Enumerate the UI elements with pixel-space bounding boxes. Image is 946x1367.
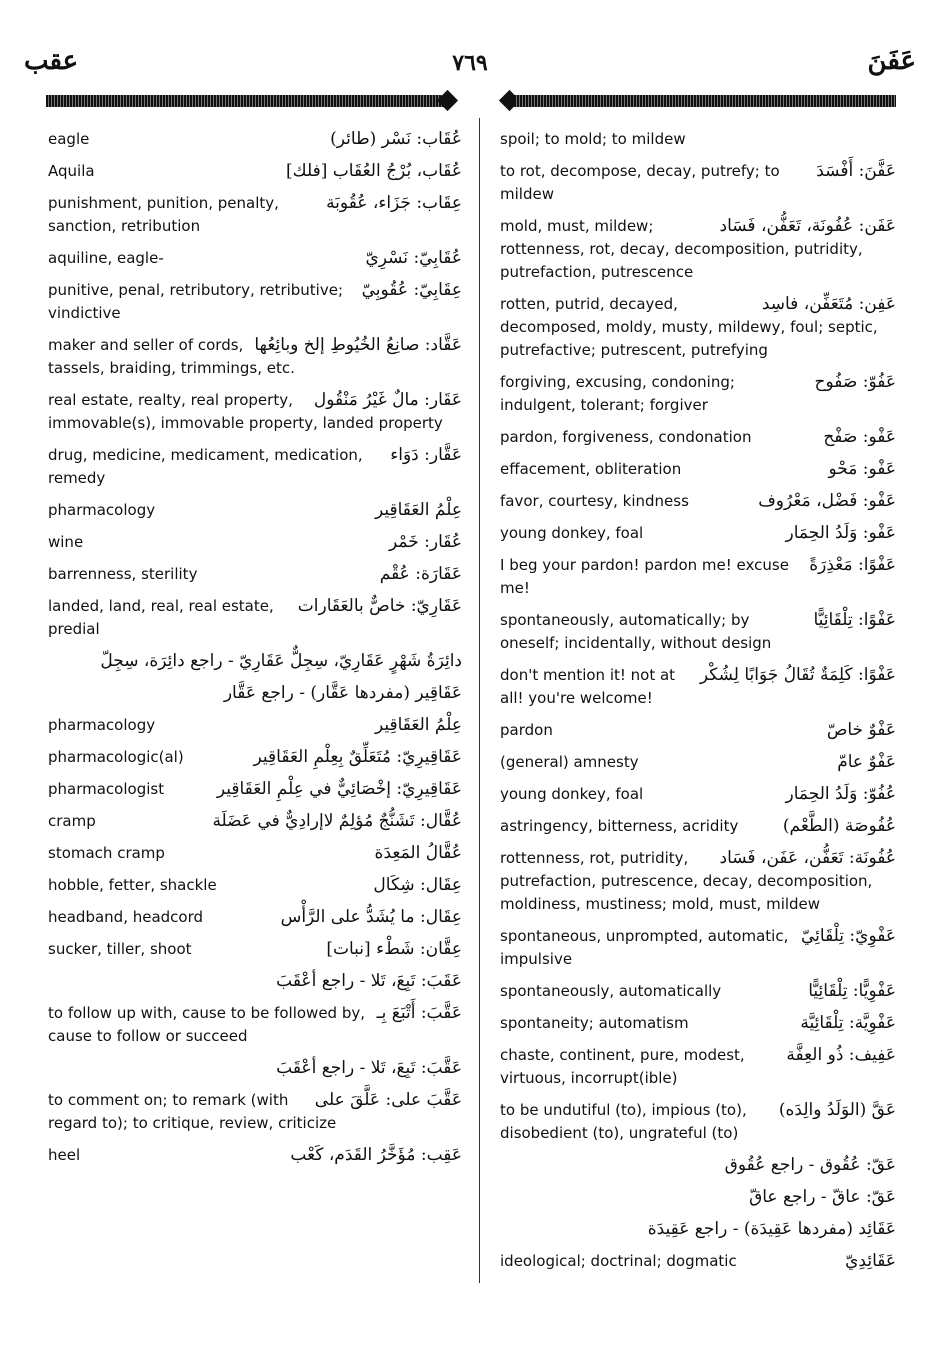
dictionary-entry <box>500 1250 896 1273</box>
dictionary-entry <box>48 499 462 522</box>
arabic-headword: عَقِب: مُؤَخَّرُ القَدَم، كَعْب <box>290 1145 462 1165</box>
arabic-headword: عِلْمُ العَقَاقِير <box>374 500 462 520</box>
arabic-headword: عَقَبَ: تَبِعَ، تَلا - راجع أعْقَبَ <box>276 971 462 991</box>
header-guide-word-left: عقب <box>24 46 79 76</box>
english-definition: pardon, forgiveness, condonation <box>500 428 752 446</box>
dictionary-entry <box>48 842 462 865</box>
arabic-headword: عَقَّبَ: تَبِعَ، تَلا - راجع أعْقَبَ <box>276 1058 462 1078</box>
dictionary-entry <box>500 664 896 710</box>
dictionary-entry <box>500 719 896 742</box>
english-definition: (general) amnesty <box>500 753 639 771</box>
arabic-headword: عَفْو: فَضْل، مَعْرُوف <box>758 491 896 511</box>
dictionary-entry <box>500 815 896 838</box>
arabic-headword: عُقَار: خَمْر <box>389 532 462 552</box>
arabic-headword: عَفُوّ: صَفُوح <box>814 372 896 392</box>
dictionary-entry <box>500 1186 896 1209</box>
arabic-headword: دائِرَةُ شَهْرٍ عَقَارِيّ، سِجِلٌّ عَقَارِيّ - راجع دائِرَة، سِجِلّ <box>100 651 462 671</box>
english-definition: forgiving, excusing, condoning; indulgent, tolerant; forgiver <box>500 373 735 414</box>
english-definition: spontaneously, automatically <box>500 982 722 1000</box>
dictionary-entry <box>48 906 462 929</box>
english-definition: drug, medicine, medicament, medication, remedy <box>48 446 363 487</box>
dictionary-entry <box>48 874 462 897</box>
arabic-headword: عَقَّبَ: أَتْبَعَ بِـ <box>376 1003 462 1023</box>
english-definition: don't mention it! not at all! you're welcome! <box>500 666 676 707</box>
arabic-headword: عَفْوِيًّا: تِلْقَائِيًّا <box>808 981 896 1001</box>
english-definition: wine <box>48 533 84 551</box>
dictionary-entry <box>48 1089 462 1135</box>
dictionary-entry <box>500 1044 896 1090</box>
arabic-headword: عَقَار: مالٌ غَيْرُ مَنْقُول <box>313 390 462 410</box>
english-definition: cramp <box>48 812 96 830</box>
arabic-headword: عَفْوٌ عامّ <box>837 752 896 772</box>
arabic-headword: عِقَال: ما يُشَدُّ على الرَّأْس <box>280 907 462 927</box>
dictionary-entry <box>48 247 462 270</box>
english-definition: to be undutiful (to), impious (to), disobedient (to), ungrateful (to) <box>500 1101 747 1142</box>
dictionary-entry <box>500 847 896 916</box>
english-definition: spontaneity; automatism <box>500 1014 689 1032</box>
dictionary-entry <box>500 1099 896 1145</box>
dictionary-entry <box>48 938 462 961</box>
dictionary-entry <box>48 970 462 993</box>
arabic-headword: عَفْوِيّ: تِلْقَائِيّ <box>800 926 896 946</box>
dictionary-entry <box>48 279 462 325</box>
arabic-headword: عَفْوًا: مَعْذِرَةً <box>809 555 896 575</box>
header-rule-left <box>46 95 446 107</box>
arabic-headword: عُقَابِيّ: نَسْرِيّ <box>365 248 462 268</box>
english-definition: punitive, penal, retributory, retributive; vindictive <box>48 281 344 322</box>
english-definition: sucker, tiller, shoot <box>48 940 192 958</box>
arabic-headword: عَفْوًا: تِلْقَائِيًّا <box>813 610 896 630</box>
english-definition: young donkey, foal <box>500 785 644 803</box>
arabic-headword: عَقَارِيّ: خاصٌّ بالعَقَارات <box>297 596 462 616</box>
english-definition: stomach cramp <box>48 844 165 862</box>
english-definition: Aquila <box>48 162 95 180</box>
english-definition: astringency, bitterness, acridity <box>500 817 739 835</box>
right-column <box>500 128 896 1282</box>
arabic-headword: عُقَاب: نَسْر (طائر) <box>330 129 462 149</box>
dictionary-entry <box>48 1144 462 1167</box>
dictionary-entry <box>48 650 462 673</box>
header-rule-right <box>514 95 896 107</box>
arabic-headword: عَقَائِدِيّ <box>845 1251 896 1271</box>
dictionary-entry <box>48 334 462 380</box>
english-definition: rottenness, rot, putridity, putrefaction, putrescence, decay, decomposition, moldiness, mustiness; mold, must, mildew <box>500 849 873 913</box>
english-definition: eagle <box>48 130 90 148</box>
arabic-headword: عَقَّبَ على: عَلَّقَ على <box>314 1090 462 1110</box>
english-definition: ideological; doctrinal; dogmatic <box>500 1252 737 1270</box>
english-definition: to rot, decompose, decay, putrefy; to mildew <box>500 162 780 203</box>
arabic-headword: عَقَاقِيرِيّ: إخْصَائِيٌّ في عِلْمِ العَقَاقِير <box>216 779 462 799</box>
dictionary-entry <box>500 458 896 481</box>
english-definition: spontaneously, automatically; by oneself; incidentally, without design <box>500 611 772 652</box>
english-definition: headband, headcord <box>48 908 204 926</box>
dictionary-entry <box>48 714 462 737</box>
english-definition: landed, land, real, real estate, predial <box>48 597 274 638</box>
arabic-headword: عَقَاقِيرِيّ: مُتَعَلِّقٌ بِعِلْمِ العَقَاقِير <box>253 747 462 767</box>
english-definition: spontaneous, unprompted, automatic, impulsive <box>500 927 789 968</box>
header-guide-word-right: عَفَنَ <box>867 46 916 76</box>
arabic-headword: عَفْوِيَّة: تِلْقَائِيَّة <box>800 1013 896 1033</box>
dictionary-entry <box>500 128 896 151</box>
english-definition: maker and seller of cords, tassels, braiding, trimmings, etc. <box>48 336 295 377</box>
english-definition: pharmacologist <box>48 780 165 798</box>
dictionary-entry <box>500 215 896 284</box>
dictionary-entry <box>48 128 462 151</box>
arabic-headword: عَفِن: مُتَعَفِّن، فاسِد <box>761 294 896 314</box>
english-definition: I beg your pardon! pardon me! excuse me! <box>500 556 789 597</box>
arabic-headword: عُقَاب، بُرْجُ العُقَاب [فلك] <box>286 161 462 181</box>
dictionary-entry <box>500 371 896 417</box>
arabic-headword: عَقَائِد (مفردها عَقِيدَة) - راجع عَقِيدَة <box>647 1219 896 1239</box>
arabic-headword: عَقَّار: دَوَاء <box>390 445 462 465</box>
left-column <box>48 128 462 1176</box>
arabic-headword: عَفَن: عُفُونَة، تَعَفُّن، فَسَاد <box>719 216 896 236</box>
dictionary-entry <box>48 192 462 238</box>
english-definition: to comment on; to remark (with regard to); to critique, review, criticize <box>48 1091 337 1132</box>
dictionary-entry <box>48 682 462 705</box>
english-definition: pharmacology <box>48 716 156 734</box>
english-definition: barrenness, sterility <box>48 565 198 583</box>
dictionary-entry <box>500 522 896 545</box>
english-definition: pardon <box>500 721 553 739</box>
english-definition: pharmacology <box>48 501 156 519</box>
arabic-headword: عَقّ: عاقّ - راجع عاقّ <box>749 1187 896 1207</box>
dictionary-entry <box>48 1002 462 1048</box>
english-definition: to follow up with, cause to be followed by, cause to follow or succeed <box>48 1004 366 1045</box>
dictionary-entry <box>500 751 896 774</box>
dictionary-entry <box>48 389 462 435</box>
arabic-headword: عَفْو: مَحْو <box>828 459 896 479</box>
arabic-headword: عُقَّال: تَشَنُّجٌ مُؤلِمٌ لاإرادِيٌّ في عَضَلَة <box>212 811 462 831</box>
dictionary-entry <box>500 490 896 513</box>
arabic-headword: عَفْوٌ خاصّ <box>826 720 896 740</box>
dictionary-entry <box>48 1057 462 1080</box>
english-definition: young donkey, foal <box>500 524 644 542</box>
english-definition: heel <box>48 1146 81 1164</box>
english-definition: real estate, realty, real property, immovable(s), immovable property, landed property <box>48 391 443 432</box>
arabic-headword: عُفُونَة: تَعَفُّن، عَفَن، فَسَاد <box>719 848 896 868</box>
arabic-headword: عُقَّالُ المَعِدَة <box>374 843 462 863</box>
english-definition: hobble, fetter, shackle <box>48 876 217 894</box>
arabic-headword: عَقَّ (الوَلَدُ والِدَه) <box>778 1100 896 1120</box>
arabic-headword: عِقَابِيّ: عُقُوبِيّ <box>361 280 462 300</box>
english-definition: spoil; to mold; to mildew <box>500 130 686 148</box>
arabic-headword: عُفُوّ: وَلَدُ الحِمَار <box>785 784 896 804</box>
arabic-headword: عَفْو: صَفْح <box>823 427 896 447</box>
english-definition: effacement, obliteration <box>500 460 682 478</box>
dictionary-entry <box>500 980 896 1003</box>
dictionary-entry <box>48 160 462 183</box>
arabic-headword: عَقَّاد: صانِعُ الخُيُوطِ إلخ وبائِعُها <box>254 335 462 355</box>
arabic-headword: عِلْمُ العَقَاقِير <box>374 715 462 735</box>
dictionary-entry <box>48 810 462 833</box>
dictionary-entry <box>48 595 462 641</box>
arabic-headword: عَقَاقِير (مفردها عَقَّار) - راجع عَقَّار <box>223 683 462 703</box>
dictionary-entry <box>500 1012 896 1035</box>
english-definition: rotten, putrid, decayed, decomposed, moldy, musty, mildewy, foul; septic, putrefactive; putrescent, putrefying <box>500 295 878 359</box>
english-definition: pharmacologic(al) <box>48 748 184 766</box>
dictionary-entry <box>48 778 462 801</box>
page-number: ٧٦٩ <box>452 50 488 76</box>
dictionary-entry <box>500 609 896 655</box>
dictionary-entry <box>500 783 896 806</box>
english-definition: favor, courtesy, kindness <box>500 492 689 510</box>
arabic-headword: عُفُوصَة (الطَّعْم) <box>782 816 896 836</box>
english-definition: mold, must, mildew; rottenness, rot, decay, decomposition, putridity, putrefaction, putrescence <box>500 217 863 281</box>
dictionary-entry <box>48 746 462 769</box>
arabic-headword: عَقَارَة: عُقْم <box>379 564 462 584</box>
header-diamond-left <box>437 90 458 111</box>
dictionary-entry <box>48 531 462 554</box>
column-divider <box>479 118 480 1283</box>
dictionary-entry <box>48 444 462 490</box>
english-definition: aquiline, eagle- <box>48 249 164 267</box>
dictionary-entry <box>48 563 462 586</box>
arabic-headword: عَفِيف: ذُو العِفَّة <box>786 1045 896 1065</box>
arabic-headword: عَفَّنَ: أَفْسَدَ <box>816 161 896 181</box>
english-definition: punishment, punition, penalty, sanction, retribution <box>48 194 279 235</box>
dictionary-entry <box>500 1154 896 1177</box>
dictionary-entry <box>500 160 896 206</box>
dictionary-entry <box>500 925 896 971</box>
arabic-headword: عِقَاب: جَزَاء، عُقُوبَة <box>326 193 462 213</box>
dictionary-entry <box>500 293 896 362</box>
arabic-headword: عَفْوًا: كَلِمَةٌ تُقَالُ جَوَابًا لِشُكْر <box>699 665 896 685</box>
arabic-headword: عِقَّان: شَطْء [نبات] <box>326 939 462 959</box>
arabic-headword: عَقّ: عُقُوق - راجع عُقُوق <box>724 1155 896 1175</box>
dictionary-entry <box>500 554 896 600</box>
dictionary-entry <box>500 426 896 449</box>
arabic-headword: عِقَال: شِكَال <box>373 875 462 895</box>
arabic-headword: عَفْو: وَلَدُ الحِمَار <box>785 523 896 543</box>
english-definition: chaste, continent, pure, modest, virtuous, incorrupt(ible) <box>500 1046 745 1087</box>
dictionary-entry <box>500 1218 896 1241</box>
